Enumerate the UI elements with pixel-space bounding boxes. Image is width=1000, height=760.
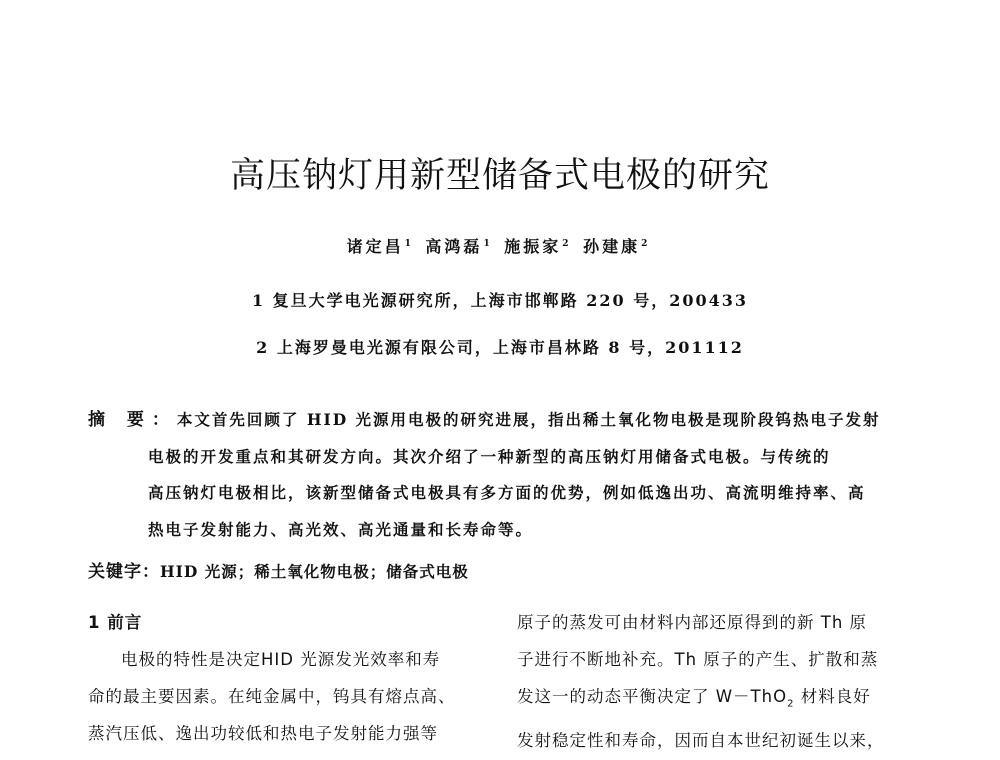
body-line: 蒸汽压低、逸出功较低和热电子发射能力强等 (88, 724, 438, 743)
body-line: 原子的蒸发可由材料内部还原得到的新 Th 原 (517, 613, 868, 632)
body-line: 电极的特性是决定HID 光源发光效率和寿 (121, 650, 441, 669)
author-name: 孙建康 (583, 237, 641, 256)
abstract-line (88, 402, 908, 439)
abstract-label: 摘 要： (88, 410, 177, 430)
affiliation-1: 1 复旦大学电光源研究所，上海市邯郸路 220 号，200433 (251, 291, 749, 310)
body-line: 发射稳定性和寿命，因而自本世纪初诞生以来， (517, 731, 885, 751)
body-line: 命的最主要因素。在纯金属中，钨具有熔点高、 (88, 687, 456, 706)
paper-title: 高压钠灯用新型储备式电极的研究 (229, 156, 770, 196)
body-line: 子进行不断地补充。Th 原子的产生、扩散和蒸 (517, 650, 879, 669)
affiliation-2: 2 上海罗曼电光源有限公司，上海市昌林路 8 号，201112 (256, 338, 744, 357)
affiliation-mark: 1 (404, 239, 411, 249)
abstract-line: 电极的开发重点和其研发方向。其次介绍了一种新型的高压钠灯用储备式电极。与传统的 (148, 446, 831, 466)
body-right-column (517, 604, 917, 759)
affiliation-mark: 1 (483, 239, 490, 249)
author-name: 高鸿磊 (425, 237, 483, 256)
author-name: 施振家 (504, 237, 562, 256)
body-left-column (88, 604, 488, 752)
body-text: 材料良好 (794, 687, 871, 706)
abstract-line: 热电子发射能力、高光效、高光通量和长寿命等。 (148, 519, 534, 539)
keywords (88, 557, 908, 582)
subscript: 2 (787, 698, 795, 710)
affiliation-mark: 2 (641, 239, 648, 249)
author-name: 诸定昌 (346, 237, 404, 256)
section-heading: 1 前言 (88, 613, 143, 632)
author-list (0, 234, 1000, 257)
body-line (517, 678, 917, 722)
keywords-label: 关键字： (88, 562, 160, 582)
abstract (88, 402, 908, 548)
abstract-line: 高压钠灯电极相比，该新型储备式电极具有多方面的优势，例如低逸出功、高流明维持率、高 (148, 483, 866, 502)
affiliation-mark: 2 (562, 239, 569, 249)
keywords-text: HID 光源；稀土氧化物电极；储备式电极 (160, 562, 469, 581)
abstract-text: 本文首先回顾了 HID 光源用电极的研究进展，指出稀土氧化物电极是现阶段钨热电子发射 (176, 410, 881, 429)
body-text: 发这一的动态平衡决定了 W－ThO (517, 687, 788, 706)
